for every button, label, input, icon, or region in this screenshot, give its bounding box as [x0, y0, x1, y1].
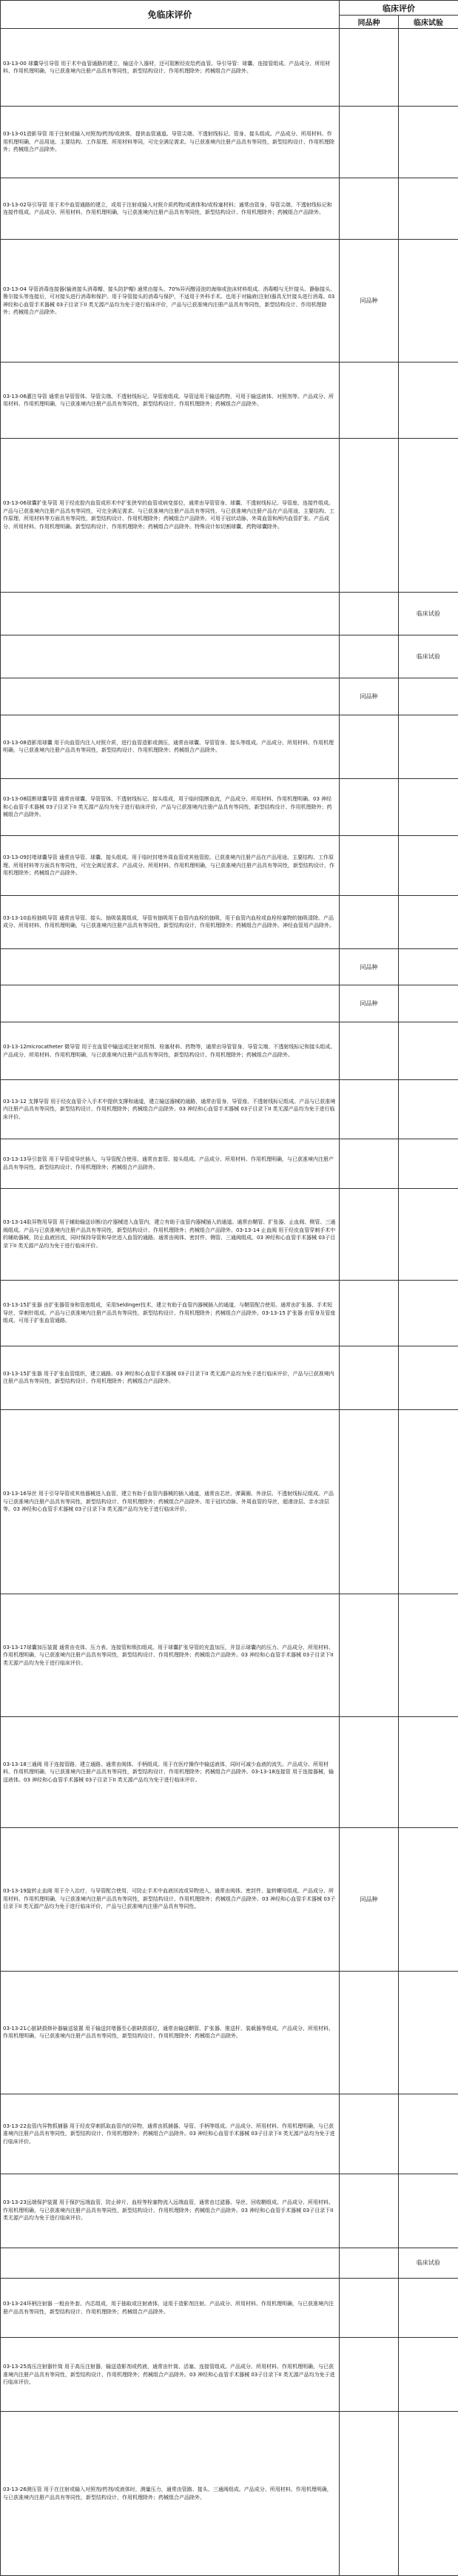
exempt-item-cell: 03-13-24环柄注射器 一般由外套、内芯组成，用于抽取或注射液体，适用于造影剂注射。产品成分、所用材料、作用机理明确，与已获准境内注册产品具有等同性，新型结构设计、作用机理除外；药械组合产品除外。: [1, 2279, 340, 2338]
same-variety-cell: [340, 29, 399, 107]
exempt-item-cell: 03-13-19旋转止血阀 用于介入治疗，与导管配合使用，可防止手术中血液回流或异物进入，通常由阀体、密封件、旋转螺母组成。产品成分、所用材料、作用机理明确，与已获准境内注册产品具有等同性，新型结构设计、作用机理除外；药械组合产品除外。03 神经和心血管手术器械 03子目录下II 类无源产品均为免于进行临床评价，产品与已获准境内注册产品具有等同性。: [1, 1827, 340, 1971]
exempt-item-cell: [1, 635, 340, 678]
exempt-item-cell: 03-13-01造影导管 用于注射或输入对照剂/药剂/或液体，提供血管通道。导管尖端、不透射线标记、管身、接头组成。产品成分、所用材料、作用机理明确，产品用途、主要结构、工作原理、所用材料等同，可完全满足需求。与已获准境内注册产品具有等同性，新型结构设计、作用机理除外；药械组合产品除外。: [1, 107, 340, 178]
table-row: [1, 1717, 458, 1828]
same-variety-cell: [340, 1079, 399, 1139]
clinical-trial-cell: [399, 1022, 458, 1080]
same-variety-cell: [340, 635, 399, 678]
exempt-item-cell: 03-13-13导引套管 用于导管或导丝插入，与导管配合使用。通常由套管、接头组成。产品成分、所用材料、作用机理明确，与已获准境内注册产品具有等同性，新型结构设计、作用机理除外；药械组合产品除外。: [1, 1139, 340, 1188]
same-variety-cell: [340, 1281, 399, 1346]
same-variety-cell: [340, 1971, 399, 2094]
clinical-trial-cell: [399, 178, 458, 240]
table-row: [1, 678, 458, 715]
clinical-trial-cell: [399, 2174, 458, 2248]
clinical-trial-cell: 临床试验: [399, 2248, 458, 2279]
clinical-trial-cell: [399, 1409, 458, 1594]
clinical-trial-cell: [399, 836, 458, 895]
same-variety-cell: [340, 438, 399, 592]
table-row: [1, 240, 458, 363]
exempt-item-cell: 03-13-06球囊扩张导管 用于经皮腔内血管成形术中扩张狭窄的血管或病变部位，通常由导管管身、球囊、不透射线标记、导管座、连接件组成。产品与已获准境内注册产品具有等同性，可完全满足需求。与已获准境内注册产品具有等同性，与已获准境内注册产品在产品用途、主要结构、工作原理、所用材料等方面具有等同性，新型结构设计、作用机理除外；药械组合产品除外。可用于冠状动脉、外周血管和颅内血管扩张。产品成分、所用材料、作用机理明确。新型结构设计、作用机理除外；药械组合产品除外。特殊设计如切割球囊、药物球囊除外。: [1, 438, 340, 592]
exempt-item-cell: 03-13-12microcatheter 微导管 用于在血管中输送或注射对照剂、栓塞材料、药物等，通常由导管管身、导管尖端、不透射线标记和接头组成。产品成分、所用材料、作用机理明确，与已获准境内注册产品具有等同性，新型结构设计、作用机理除外；药械组合产品除外。: [1, 1022, 340, 1080]
same-variety-cell: [340, 2174, 399, 2248]
same-variety-cell: [340, 1717, 399, 1828]
table-row: [1, 836, 458, 895]
exempt-column-header: 免临床评价: [1, 1, 340, 29]
clinical-trial-cell: [399, 2094, 458, 2174]
exempt-item-cell: 03-13-26测压管 用于在注射或输入对照剂/药剂/或液体时，测量压力，通常由管路、接头、三通阀组成。产品成分、所用材料、作用机理明确，与已获准境内注册产品具有等同性，新型结构设计、作用机理除外；药械组合产品除外。: [1, 2412, 340, 2576]
clinical-trial-cell: 临床试验: [399, 635, 458, 678]
clinical-trial-cell: [399, 1971, 458, 2094]
table-row: [1, 1409, 458, 1594]
clinical-trial-cell: [399, 2412, 458, 2576]
table-row: [1, 985, 458, 1022]
exempt-item-cell: 03-13-15扩张器 用于扩张血管组织，建立通路。03 神经和心血管手术器械 03子目录下II 类无源产品均为免于进行临床评价，产品与已获准境内注册产品具有等同性，新型结构设计、作用机理除外；药械组合产品除外。: [1, 1346, 340, 1409]
clinical-trial-cell: [399, 29, 458, 107]
clinical-trial-cell: [399, 1139, 458, 1188]
table-row: [1, 363, 458, 438]
clinical-trial-cell: [399, 2338, 458, 2412]
clinical-trial-cell: [399, 107, 458, 178]
exempt-item-cell: 03-13-09封堵球囊导管 通常由导管、球囊、接头组成。用于临时封堵外周血管或其他管腔。已获准境内注册产品在产品用途、主要结构、工作原理、所用材料等方面具有等同性，可完全满足需求。产品成分、所用材料、作用机理明确，与已获准境内注册产品具有等同性，新型结构设计、作用机理除外；药械组合产品除外。: [1, 836, 340, 895]
table-row: [1, 2094, 458, 2174]
clinical-trial-cell: [399, 1188, 458, 1281]
table-row: [1, 178, 458, 240]
same-variety-cell: 同品种: [340, 985, 399, 1022]
clinical-trial-cell: [399, 438, 458, 592]
exempt-item-cell: 03-13-17球囊加压装置 通常由壳体、压力表、连接管和锁扣组成。用于球囊扩张导管的充盈加压，并显示球囊内的压力。产品成分、所用材料、作用机理明确，与已获准境内注册产品具有等同性，新型结构设计、作用机理除外；药械组合产品除外。03 神经和心血管手术器械 03子目录下II 类无源产品均为免于进行临床评价。: [1, 1594, 340, 1717]
same-variety-cell: [340, 836, 399, 895]
table-row: [1, 438, 458, 592]
same-variety-cell: [340, 895, 399, 948]
exempt-item-cell: [1, 2248, 340, 2279]
exempt-item-cell: 03-13-22血管内异物抓捕器 用于经皮穿刺抓取血管内的异物，通常由抓捕器、导管、手柄等组成。产品成分、所用材料、作用机理明确，与已获准境内注册产品具有等同性，新型结构设计、作用机理除外；药械组合产品除外。03 神经和心血管手术器械 03子目录下II 类无源产品均为免于进行临床评价。: [1, 2094, 340, 2174]
exempt-item-cell: 03-13-06灌注导管 通常由导管管体、导管尖端、不透射线标记、导管座组成。导管适用于输送药物，可用于输送液体、对照剂等。产品成分、所用材料、作用机理明确，与已获准境内注册产品具有等同性，新型结构设计、作用机理除外；药械组合产品除外。: [1, 363, 340, 438]
clinical-trial-column-header: 临床试验: [399, 16, 458, 29]
table-row: [1, 895, 458, 948]
clinical-trial-cell: [399, 1717, 458, 1828]
clinical-trial-cell: [399, 948, 458, 985]
clinical-trial-cell: [399, 715, 458, 778]
same-variety-cell: 同品种: [340, 240, 399, 363]
same-variety-cell: [340, 107, 399, 178]
header-row-top: [1, 1, 458, 16]
clinical-trial-cell: [399, 1594, 458, 1717]
clinical-trial-cell: [399, 678, 458, 715]
exempt-item-cell: [1, 678, 340, 715]
table-row: [1, 1188, 458, 1281]
table-body: [1, 29, 458, 2576]
same-variety-cell: [340, 778, 399, 836]
exempt-item-cell: [1, 985, 340, 1022]
same-variety-cell: [340, 1022, 399, 1080]
same-variety-cell: 同品种: [340, 1827, 399, 1971]
exempt-item-cell: 03-13-21心脏缺损修补器输送装置 用于输送封堵器至心脏缺损部位，通常由输送鞘管、扩张器、推送杆、装载器等组成。产品成分、所用材料、作用机理明确，与已获准境内注册产品具有等同性，新型结构设计、作用机理除外；药械组合产品除外。: [1, 1971, 340, 2094]
same-variety-cell: [340, 178, 399, 240]
exempt-item-cell: 03-13-18三通阀 用于连接管路，建立通路。通常由阀体、手柄组成。用于在医疗操作中输送液体，同时可减少血液的流失。产品成分、所用材料、作用机理明确，与已获准境内注册产品具有等同性，新型结构设计、作用机理除外；药械组合产品除外。03-13-18连接管 用于连接器械，输送液体。03 神经和心血管手术器械 03子目录下II 类无源产品均为免于进行临床评价。: [1, 1717, 340, 1828]
table-row: [1, 1827, 458, 1971]
exempt-item-cell: 03-13-23远端保护装置 用于保护远端血管，防止碎片、血栓等栓塞物流入远端血管，通常由过滤器、导丝、回收鞘组成。产品成分、所用材料、作用机理明确，与已获准境内注册产品具有等同性，新型结构设计、作用机理除外；药械组合产品除外。03 神经和心血管手术器械 03子目录下II 类无源产品均为免于进行临床评价。: [1, 2174, 340, 2248]
table-row: [1, 948, 458, 985]
same-variety-cell: [340, 2338, 399, 2412]
table-row: [1, 2412, 458, 2576]
exempt-item-cell: 03-13-14取异物用导管 用于辅助输送诊断/治疗器械进入血管内，建立有助于血管内器械插入的通道。通常由鞘管、扩张器、止血阀、侧管、三通阀组成。产品与已获准境内注册产品具有等同性，新型结构设计、作用机理除外；药械组合产品除外。03-13-14 止血阀 用于经皮血管穿刺手术中的辅助器械，防止血液回流，同时保持导管和导丝进入血管的通路。通常由阀体、密封件、侧管、三通阀组成。03 神经和心血管手术器械 03子目录下II 类无源产品均为免于进行临床评价。: [1, 1188, 340, 1281]
clinical-trial-cell: [399, 778, 458, 836]
table-row: [1, 1971, 458, 2094]
exempt-item-cell: 03-13-15扩张器 由扩张器管身和管座组成，采用Seldinger技术，建立有助于血管内器械插入的通道，与鞘管配合使用。通常由扩张器、手术短导丝、穿刺针组成。产品与已获准境内注册产品具有等同性，新型结构设计、作用机理除外；药械组合产品除外。03-13-15 扩张器 由管身及管座组成，可用于扩张血管通路。: [1, 1281, 340, 1346]
clinical-trial-cell: [399, 1281, 458, 1346]
exempt-item-cell: 03-13-04 导管消毒连接器(输液接头消毒帽、接头防护帽) 通常由接头、70%异丙醇浸泡的海绵或泡沫材料组成。消毒帽与无针接头、静脉接头、鲁尔接头等连接后，可对接头进行消毒和保护。用于导管接头的消毒与保护，不适用于外科手术。也用于对输液(注射)器具无针接头进行消毒。03 神经和心血管手术器械 03子目录下II 类无源产品均为免于进行临床评价，产品与已获准境内注册产品具有等同性，新型结构设计、作用机理除外；药械组合产品除外。: [1, 240, 340, 363]
exempt-item-cell: 03-13-08造影用球囊 用于向血管内注入对照介质，进行血管造影或测压，通常由球囊、导管管身、接头等组成。产品成分、所用材料、作用机理明确，与已获准境内注册产品具有等同性，新型结构设计、作用机理除外；药械组合产品除外。: [1, 715, 340, 778]
same-variety-cell: [340, 1594, 399, 1717]
table-row: [1, 1079, 458, 1139]
same-variety-cell: [340, 1188, 399, 1281]
exempt-item-cell: 03-13-12 支撑导管 用于经皮血管介入手术中提供支撑和通道，建立输送器械的通路，通常由管身、导管座、不透射线标记组成。产品与已获准境内注册产品具有等同性，新型结构设计、作用机理除外；药械组合产品除外。03 神经和心血管手术器械 03子目录下II 类无源产品均为免于进行临床评价。: [1, 1079, 340, 1139]
exempt-item-cell: 03-13-16导丝 用于引导导管或其他器械进入血管，建立有助于血管内器械的插入通道，通常由芯丝、弹簧圈、外涂层、不透射线标记组成。产品与已获准境内注册产品具有等同性，新型结构设计、作用机理除外；药械组合产品除外。用于冠状动脉、外周血管的导丝，超滑涂层、亲水涂层等。03 神经和心血管手术器械 03子目录下II 类无源产品均为免于进行临床评价。: [1, 1409, 340, 1594]
exempt-item-cell: [1, 948, 340, 985]
table-row: [1, 1281, 458, 1346]
same-variety-cell: [340, 715, 399, 778]
clinical-column-group-header: 临床评价: [340, 1, 458, 16]
same-variety-cell: [340, 363, 399, 438]
table-row: [1, 778, 458, 836]
table-row: [1, 1139, 458, 1188]
clinical-trial-cell: [399, 2279, 458, 2338]
same-variety-column-header: 同品种: [340, 16, 399, 29]
table-row: [1, 1022, 458, 1080]
exempt-item-cell: 03-13-25高压注射器针筒 用于高压注射器，输送造影剂或药液，通常由针筒、活塞、连接管组成。产品成分、所用材料、作用机理明确，与已获准境内注册产品具有等同性，新型结构设计、作用机理除外；药械组合产品除外。03 神经和心血管手术器械 03子目录下II 类无源产品均为免于进行临床评价。: [1, 2338, 340, 2412]
same-variety-cell: 同品种: [340, 948, 399, 985]
same-variety-cell: [340, 2094, 399, 2174]
clinical-trial-cell: [399, 1827, 458, 1971]
clinical-trial-cell: 临床试验: [399, 592, 458, 635]
table-row: [1, 715, 458, 778]
clinical-trial-cell: [399, 363, 458, 438]
exempt-item-cell: 03-13-02导引导管 用于术中血管通路的建立，或用于注射或输入对照介质药物/或液体和/或栓塞材料；通常由管身、导管尖端、不透射线标记和连接件组成。产品成分、所用材料、作用机理明确，与已获准境内注册产品具有等同性，新型结构设计、作用机理除外；药械组合产品除外。: [1, 178, 340, 240]
table-row: [1, 107, 458, 178]
table-row: [1, 635, 458, 678]
exempt-item-cell: [1, 592, 340, 635]
same-variety-cell: [340, 1346, 399, 1409]
clinical-trial-cell: [399, 895, 458, 948]
table-row: [1, 2174, 458, 2248]
clinical-trial-cell: [399, 1079, 458, 1139]
clinical-trial-cell: [399, 240, 458, 363]
exempt-item-cell: 03-13-00 球囊导引导管 用于术中血管通路的建立，输送介入器材，还可阻断经皮给药血管。导引导管：球囊、连接管组成。产品成分、所用材料、作用机理明确，与已获准境内注册产品具有等同性，新型结构设计、作用机理除外；药械组合产品除外。: [1, 29, 340, 107]
same-variety-cell: 同品种: [340, 678, 399, 715]
table-row: [1, 29, 458, 107]
table-row: [1, 2248, 458, 2279]
same-variety-cell: [340, 2248, 399, 2279]
table-row: [1, 1346, 458, 1409]
table-row: [1, 592, 458, 635]
same-variety-cell: [340, 2279, 399, 2338]
same-variety-cell: [340, 2412, 399, 2576]
same-variety-cell: [340, 1409, 399, 1594]
table-row: [1, 1594, 458, 1717]
table-row: [1, 2279, 458, 2338]
table-row: [1, 2338, 458, 2412]
exempt-item-cell: 03-13-08阻断球囊导管 通常由球囊、导管管体、不透射线标记、接头组成，用于临时阻断血流，产品成分、所用材料、作用机理明确。03 神经和心血管手术器械 03子目录下II 类无源产品均为免于进行临床评价，产品与已获准境内注册产品具有等同性，新型结构设计、作用机理除外；药械组合产品除外。: [1, 778, 340, 836]
exempt-item-cell: 03-13-10血栓抽吸导管 通常由导管、接头、抽吸装置组成，导管有抽吸用于血管内血栓的抽吸，用于血管内血栓或血栓栓塞物的抽吸清除。产品成分、所用材料、作用机理明确，与已获准境内注册产品具有等同性，新型结构设计、作用机理除外；药械组合产品除外。神经血管用产品除外。: [1, 895, 340, 948]
same-variety-cell: [340, 1139, 399, 1188]
same-variety-cell: [340, 592, 399, 635]
clinical-trial-cell: [399, 1346, 458, 1409]
clinical-trial-cell: [399, 985, 458, 1022]
